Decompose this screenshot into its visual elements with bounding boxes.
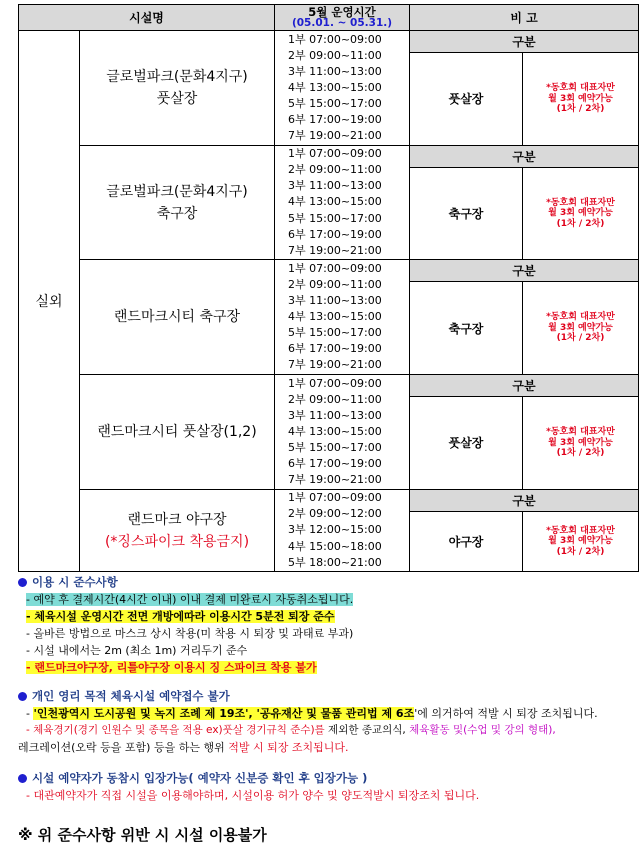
- time-slots-cell: [275, 260, 410, 375]
- time-slot: 3부 11:00~13:00: [288, 64, 382, 78]
- gubun-header: 구분: [410, 489, 639, 511]
- companion-item: - 대관예약자가 직접 시설을 이용해야하며, 시설이용 허가 양수 및 양도적발시 퇴장조치 됩니다.: [26, 789, 480, 802]
- time-slots-cell: [275, 489, 410, 572]
- personal-title: 개인 영리 목적 체육시설 예약접수 불가: [18, 688, 636, 705]
- time-slot: 3부 12:00~15:00: [288, 523, 382, 537]
- hours-header: [275, 5, 410, 31]
- time-slot: 2부 09:00~11:00: [288, 48, 382, 62]
- facility-row: [19, 31, 639, 53]
- facility-name: 글로벌파크(문화4지구) 축구장: [106, 183, 248, 222]
- time-slot: 4부 13:00~15:00: [288, 424, 382, 438]
- notice-section: [18, 574, 636, 804]
- time-slot: 6부 17:00~19:00: [288, 457, 382, 471]
- time-slot: 6부 17:00~19:00: [288, 342, 382, 356]
- facility-row: [19, 260, 639, 282]
- bullet-icon: [18, 578, 27, 587]
- bullet-icon: [18, 774, 27, 783]
- schedule-table: [18, 4, 639, 572]
- usage-item: - 시설 내에서는 2m (최소 1m) 거리두기 준수: [26, 644, 248, 657]
- usage-item: - 랜드마크야구장, 리틀야구장 이용시 징 스파이크 착용 불가: [26, 661, 317, 674]
- facility-row: [19, 145, 639, 167]
- time-slot: 5부 15:00~17:00: [288, 326, 382, 340]
- time-slot: 1부 07:00~09:00: [288, 491, 382, 505]
- facility-name-cell: [80, 489, 275, 572]
- time-slot: 7부 19:00~21:00: [288, 129, 382, 143]
- time-slot: 6부 17:00~19:00: [288, 227, 382, 241]
- facility-name: 글로벌파크(문화4지구) 풋살장: [106, 68, 248, 107]
- personal-line: - 체육경기(경기 인원수 및 종목을 적용 ex)풋살 경기규칙 준수)를 제외한 종교의식, 체육활동 및(수업 및 강의 형태),: [26, 724, 556, 736]
- facility-row: [19, 489, 639, 511]
- table-header-row: [19, 5, 639, 31]
- reservation-note: *동호회 대표자만 월 3회 예약가능 (1차 / 2차): [523, 167, 639, 260]
- time-slot: 5부 15:00~17:00: [288, 96, 382, 110]
- reservation-note: *동호회 대표자만 월 3회 예약가능 (1차 / 2차): [523, 53, 639, 146]
- time-slot: 3부 11:00~13:00: [288, 294, 382, 308]
- time-slot: 5부 15:00~17:00: [288, 440, 382, 454]
- personal-line: - '인천광역시 도시공원 및 녹지 조례 제 19조', '공유재산 및 물품 관리법 제 6조'에 의거하여 적발 시 퇴장 조치됩니다.: [26, 707, 598, 720]
- time-slot: 1부 07:00~09:00: [288, 376, 382, 390]
- personal-line: 레크레이션(오락 등을 포함) 등을 하는 행위 적발 시 퇴장 조치됩니다.: [18, 741, 349, 754]
- reservation-note: *동호회 대표자만 월 3회 예약가능 (1차 / 2차): [523, 397, 639, 490]
- facility-name-cell: [80, 260, 275, 375]
- time-slot: 4부 13:00~15:00: [288, 310, 382, 324]
- usage-item: - 예약 후 결제시간(4시간 이내) 이내 결제 미완료시 자동취소됩니다.: [26, 593, 354, 606]
- time-slot: 2부 09:00~11:00: [288, 392, 382, 406]
- category-cell: 실외: [19, 31, 80, 572]
- time-slot: 6부 17:00~19:00: [288, 112, 382, 126]
- facility-warning: (*징스파이크 착용금지): [104, 533, 250, 550]
- field-type: 야구장: [410, 511, 523, 572]
- final-warning: ※ 위 준수사항 위반 시 시설 이용불가: [18, 826, 267, 844]
- time-slot: 1부 07:00~09:00: [288, 32, 382, 46]
- field-type: 풋살장: [410, 397, 523, 490]
- field-type: 축구장: [410, 282, 523, 375]
- time-slot: 1부 07:00~09:00: [288, 147, 382, 161]
- time-slot: 7부 19:00~21:00: [288, 358, 382, 372]
- time-slot: 4부 13:00~15:00: [288, 80, 382, 94]
- hours-title: 5월 운영시간: [308, 5, 376, 19]
- time-slot: 2부 09:00~12:00: [288, 507, 382, 521]
- reservation-note: *동호회 대표자만 월 3회 예약가능 (1차 / 2차): [523, 282, 639, 375]
- gubun-header: 구분: [410, 375, 639, 397]
- gubun-header: 구분: [410, 260, 639, 282]
- time-slots-cell: [275, 31, 410, 146]
- time-slots-cell: [275, 145, 410, 260]
- field-type: 축구장: [410, 167, 523, 260]
- time-slot: 5부 18:00~21:00: [288, 555, 382, 569]
- facility-row: [19, 375, 639, 397]
- time-slot: 7부 19:00~21:00: [288, 243, 382, 257]
- field-type: 풋살장: [410, 53, 523, 146]
- gubun-header: 구분: [410, 31, 639, 53]
- time-slot: 2부 09:00~11:00: [288, 163, 382, 177]
- reservation-note: *동호회 대표자만 월 3회 예약가능 (1차 / 2차): [523, 511, 639, 572]
- time-slot: 2부 09:00~11:00: [288, 277, 382, 291]
- bullet-icon: [18, 692, 27, 701]
- time-slot: 3부 11:00~13:00: [288, 408, 382, 422]
- time-slot: 3부 11:00~13:00: [288, 179, 382, 193]
- facility-name-cell: [80, 31, 275, 146]
- facility-name-cell: [80, 375, 275, 490]
- time-slot: 4부 15:00~18:00: [288, 539, 382, 553]
- time-slot: 5부 15:00~17:00: [288, 211, 382, 225]
- remarks-header: 비 고: [410, 5, 639, 31]
- facility-name: 랜드마크시티 풋살장(1,2): [97, 423, 257, 440]
- usage-item: - 올바른 방법으로 마스크 상시 착용(미 착용 시 퇴장 및 과태료 부과): [26, 627, 354, 640]
- schedule-body: [19, 31, 639, 572]
- time-slot: 1부 07:00~09:00: [288, 261, 382, 275]
- facility-name: 랜드마크시티 축구장: [113, 309, 241, 326]
- time-slot: 7부 19:00~21:00: [288, 473, 382, 487]
- usage-title: 이용 시 준수사항: [18, 574, 636, 591]
- facility-name-cell: [80, 145, 275, 260]
- usage-item: - 체육시설 운영시간 전면 개방에따라 이용시간 5분전 퇴장 준수: [26, 610, 335, 623]
- time-slot: 4부 13:00~15:00: [288, 195, 382, 209]
- time-slots-cell: [275, 375, 410, 490]
- facility-header: 시설명: [19, 5, 275, 31]
- facility-name: 랜드마크 야구장: [127, 511, 227, 528]
- gubun-header: 구분: [410, 145, 639, 167]
- companion-title: 시설 예약자가 동참시 입장가능( 예약자 신분증 확인 후 입장가능 ): [18, 770, 636, 787]
- hours-range: (05.01. ~ 05.31.): [291, 17, 393, 29]
